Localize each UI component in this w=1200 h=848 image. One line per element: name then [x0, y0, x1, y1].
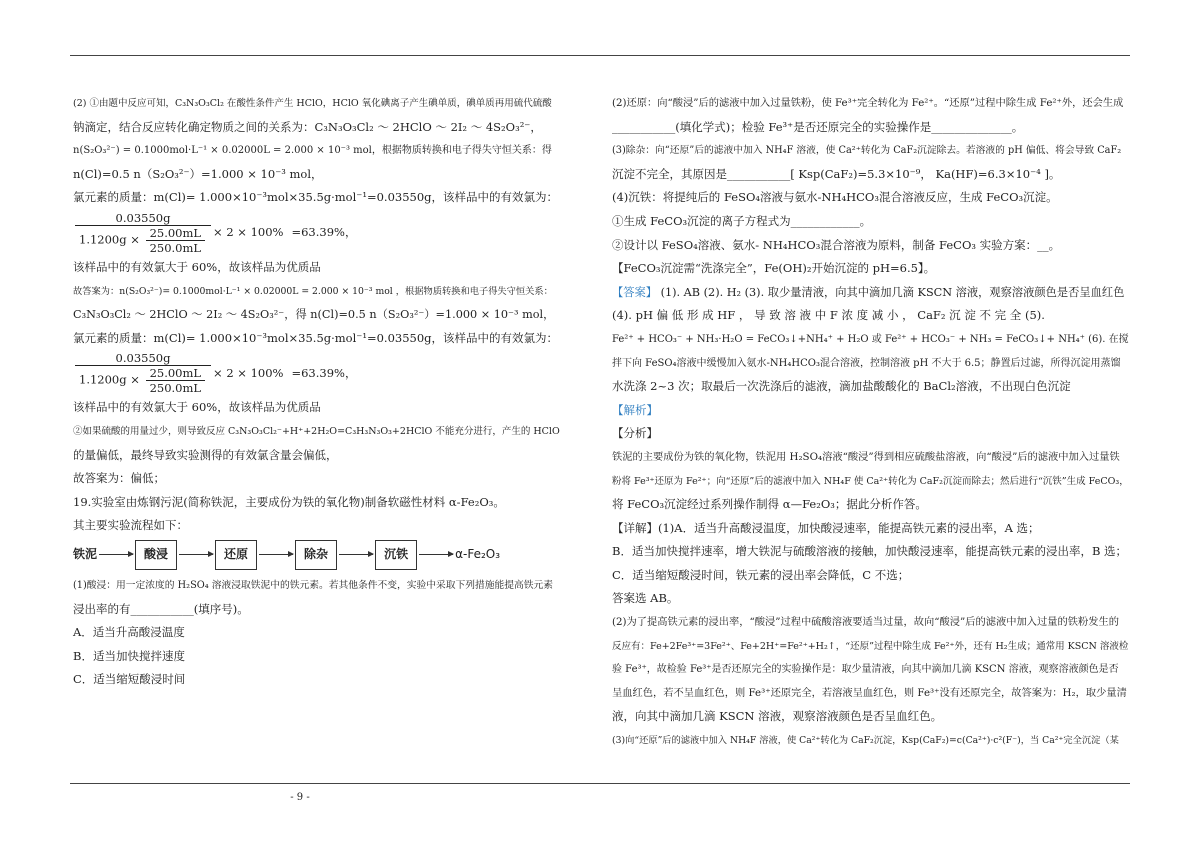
inner-numerator: 25.00mL — [146, 226, 205, 241]
text-line: 氯元素的质量：m(Cl)= 1.000×10⁻³mol×35.5g·mol⁻¹=0.03550g，该样品中的有效氯为： — [73, 190, 559, 205]
text-line: 反应有：Fe+2Fe³⁺=3Fe²⁺、Fe+2H⁺=Fe²⁺+H₂↑，“还原”过程中除生成 Fe²⁺外，还有 H₂生成；通常用 KSCN 溶液检 — [612, 640, 1129, 652]
text-line: 拌下向 FeSO₄溶液中缓慢加入氨水-NH₄HCO₃混合溶液，控制溶液 pH 不大于 6.5；静置后过滤，所得沉淀用蒸馏 — [612, 357, 1121, 369]
flow-step-purify: 除杂 — [295, 540, 337, 570]
text-line: 其主要实验流程如下： — [73, 518, 188, 533]
page-number: - 9 - — [290, 792, 310, 803]
fraction-expression-2 — [73, 351, 563, 396]
flow-arrow — [99, 554, 133, 555]
text-line: 的量偏低，最终导致实验测得的有效氯含量会偏低， — [73, 447, 338, 462]
option-c: C．适当缩短酸浸时间 — [73, 672, 186, 687]
text-line: 验 Fe³⁺，故检验 Fe³⁺是否还原完全的实验操作是：取少量清液，向其中滴加几滴 KSCN 溶液，观察溶液颜色是否 — [612, 664, 1119, 676]
text-line: 故答案为：n(S₂O₃²⁻)= 0.1000mol·L⁻¹ × 0.02000L = 2.000 × 10⁻³ mol ，根据物质转换和电子得失守恒关系： — [73, 285, 553, 297]
inner-denominator: 250.0mL — [149, 381, 202, 396]
process-flow — [73, 540, 563, 570]
text-line: (4). pH 偏 低 形 成 HF ， 导 致 溶 液 中 F 浓 度 减 小 ， CaF₂ 沉 淀 不 完 全 (5). — [612, 308, 1045, 323]
fraction-multiplier: × 2 × 100% — [213, 365, 284, 380]
flow-step-acid-leach: 酸浸 — [135, 540, 177, 570]
text-line: C₃N₃O₃Cl₂ ～ 2HClO ～ 2I₂ ～ 4S₂O₃²⁻，得 n(Cl)=0.5 n（S₂O₃²⁻）=1.000 × 10⁻³ mol， — [73, 308, 555, 322]
text-line: B．适当加快搅拌速率，增大铁泥与硫酸溶液的接触，加快酸浸速率，能提高铁元素的浸出率，B 选； — [612, 544, 1128, 559]
top-rule — [70, 55, 1130, 56]
text-line: 答案选 AB。 — [612, 591, 679, 606]
text-line: n(S₂O₃²⁻) = 0.1000mol·L⁻¹ × 0.02000L = 2.000 × 10⁻³ mol，根据物质转换和电子得失守恒关系：得 — [73, 145, 552, 157]
answer-tag: 【答案】 — [612, 285, 658, 299]
text-line: (2)还原：向“酸浸”后的滤液中加入过量铁粉，使 Fe³⁺完全转化为 Fe²⁺。“还原”过程中除生成 Fe²⁺外，还会生成 — [612, 97, 1124, 109]
fraction-denominator-prefix: 1.1200g × — [79, 372, 140, 387]
text-line: n(Cl)=0.5 n（S₂O₃²⁻）=1.000 × 10⁻³ mol， — [73, 166, 323, 181]
text-line: (4)沉铁：将提纯后的 FeSO₄溶液与氨水-NH₄HCO₃混合溶液反应，生成 FeCO₃沉淀。 — [612, 190, 1058, 205]
fraction-numerator: 0.03550g — [75, 211, 211, 226]
right-column — [612, 92, 1130, 753]
text-line: (3)除杂：向“还原”后的滤液中加入 NH₄F 溶液，使 Ca²⁺转化为 CaF₂沉淀除去。若溶液的 pH 偏低、将会导致 CaF₂ — [612, 145, 1122, 157]
text-line: (2)为了提高铁元素的浸出率，“酸浸”过程中硫酸溶液要适当过量，故向“酸浸”后的滤液中加入过量的铁粉发生的 — [612, 616, 1119, 629]
text-line: C．适当缩短酸浸时间，铁元素的浸出率会降低，C 不选； — [612, 567, 910, 582]
flow-start: 铁泥 — [73, 547, 98, 562]
text-line: 氯元素的质量：m(Cl)= 1.000×10⁻³mol×35.5g·mol⁻¹=0.03550g，该样品中的有效氯为： — [73, 330, 559, 345]
flow-end: α-Fe₂O₃ — [455, 547, 501, 562]
text-line: 浸出率的有___________(填序号)。 — [73, 601, 249, 616]
flow-arrow — [419, 554, 453, 555]
text-line: 该样品中的有效氯大于 60%，故该样品为优质品 — [73, 259, 321, 274]
option-b: B．适当加快搅拌速度 — [73, 648, 185, 663]
text-line: 【分析】 — [612, 426, 658, 441]
fraction-result: =63.39%， — [291, 365, 357, 380]
text-line: 呈血红色，若不呈血红色，则 Fe³⁺还原完全，若溶液呈血红色，则 Fe³⁺没有还原完全，故答案为：H₂，取少量清 — [612, 686, 1127, 699]
fraction-expression-1 — [73, 210, 563, 255]
option-a: A．适当升高酸浸温度 — [73, 625, 185, 640]
fraction-result: =63.39%， — [291, 225, 357, 240]
text-line: ②设计以 FeSO₄溶液、氨水- NH₄HCO₃混合溶液为原料，制备 FeCO₃ 实验方案：__。 — [612, 237, 1061, 252]
bottom-rule — [70, 783, 1130, 784]
fraction-multiplier: × 2 × 100% — [213, 225, 284, 240]
flow-arrow — [179, 554, 213, 555]
flow-step-reduce: 还原 — [215, 540, 257, 570]
text-line: 【FeCO₃沉淀需“洗涤完全”，Fe(OH)₂开始沉淀的 pH=6.5】。 — [612, 261, 936, 276]
text-line: 钠滴定，结合反应转化确定物质之间的关系为：C₃N₃O₃Cl₂ ～ 2HClO ～ 2I₂ ～ 4S₂O₃²⁻， — [73, 119, 542, 134]
flow-arrow — [259, 554, 293, 555]
text-line: (1). AB (2). H₂ (3). 取少量清液，向其中滴加几滴 KSCN 溶液，观察溶液颜色是否呈血红色 — [657, 285, 1125, 299]
text-line: ②如果硫酸的用量过少，则导致反应 C₃N₃O₃Cl₂⁻+H⁺+2H₂O=C₃H₃N₃O₃+2HClO 不能充分进行，产生的 HClO — [73, 425, 560, 437]
text-line: 铁泥的主要成份为铁的氧化物，铁泥用 H₂SO₄溶液“酸浸”得到相应硫酸盐溶液，向“酸浸”后的滤液中加入过量铁 — [612, 450, 1120, 463]
text-line: ①生成 FeCO₃沉淀的离子方程式为____________。 — [612, 213, 872, 228]
left-column — [73, 92, 563, 692]
analysis-tag: 【解析】 — [612, 402, 658, 417]
text-line: 19.实验室由炼钢污泥(简称铁泥，主要成份为铁的氧化物)制备软磁性材料 α-Fe₂O₃。 — [73, 494, 505, 509]
inner-numerator: 25.00mL — [146, 366, 205, 381]
text-line: 【详解】(1)A．适当升高酸浸温度，加快酸浸速率，能提高铁元素的浸出率，A 选； — [612, 520, 1040, 535]
text-line: Fe²⁺ + HCO₃⁻ + NH₃·H₂O = FeCO₃↓+NH₄⁺ + H₂O 或 Fe²⁺ + HCO₃⁻ + NH₃ = FeCO₃↓+ NH₄⁺ (6). 在搅 — [612, 333, 1129, 345]
text-line: 故答案为：偏低； — [73, 471, 165, 486]
text-line: ___________(填化学式)；检验 Fe³⁺是否还原完全的实验操作是______________。 — [612, 119, 1024, 134]
flow-arrow — [339, 554, 373, 555]
text-line: (1)酸浸：用一定浓度的 H₂SO₄ 溶液浸取铁泥中的铁元素。若其他条件不变，实验中采取下列措施能提高铁元素 — [73, 579, 553, 591]
text-line: 沉淀不完全，其原因是___________[ Ksp(CaF₂)=5.3×10⁻⁹， Ka(HF)=6.3×10⁻⁴ ]。 — [612, 166, 1061, 181]
fraction-denominator-prefix: 1.1200g × — [79, 232, 140, 247]
fraction-numerator: 0.03550g — [75, 351, 211, 366]
flow-step-precipitate: 沉铁 — [375, 540, 417, 570]
text-line: 该样品中的有效氯大于 60%，故该样品为优质品 — [73, 400, 321, 415]
text-line: 液，向其中滴加几滴 KSCN 溶液，观察溶液颜色是否呈血红色。 — [612, 709, 943, 724]
text-line: 水洗涤 2~3 次；取最后一次洗涤后的滤液，滴加盐酸酸化的 BaCl₂溶液，不出现白色沉淀 — [612, 379, 1071, 394]
text-line: (3)向“还原”后的滤液中加入 NH₄F 溶液，使 Ca²⁺转化为 CaF₂沉淀，Ksp(CaF₂)=c(Ca²⁺)·c²(F⁻)，当 Ca²⁺完全沉淀（某 — [612, 735, 1119, 747]
text-line: 将 FeCO₃沉淀经过系列操作制得 α—Fe₂O₃；据此分析作答。 — [612, 497, 927, 512]
text-line: (2) ①由题中反应可知，C₃N₃O₃Cl₂ 在酸性条件产生 HClO，HClO 氧化碘离子产生碘单质，碘单质再用硫代硫酸 — [73, 98, 552, 109]
text-line: 粉将 Fe³⁺还原为 Fe²⁺；向“还原”后的滤液中加入 NH₄F 使 Ca²⁺转化为 CaF₂沉淀而除去；然后进行“沉铁”生成 FeCO₃， — [612, 475, 1129, 487]
inner-denominator: 250.0mL — [149, 240, 202, 255]
